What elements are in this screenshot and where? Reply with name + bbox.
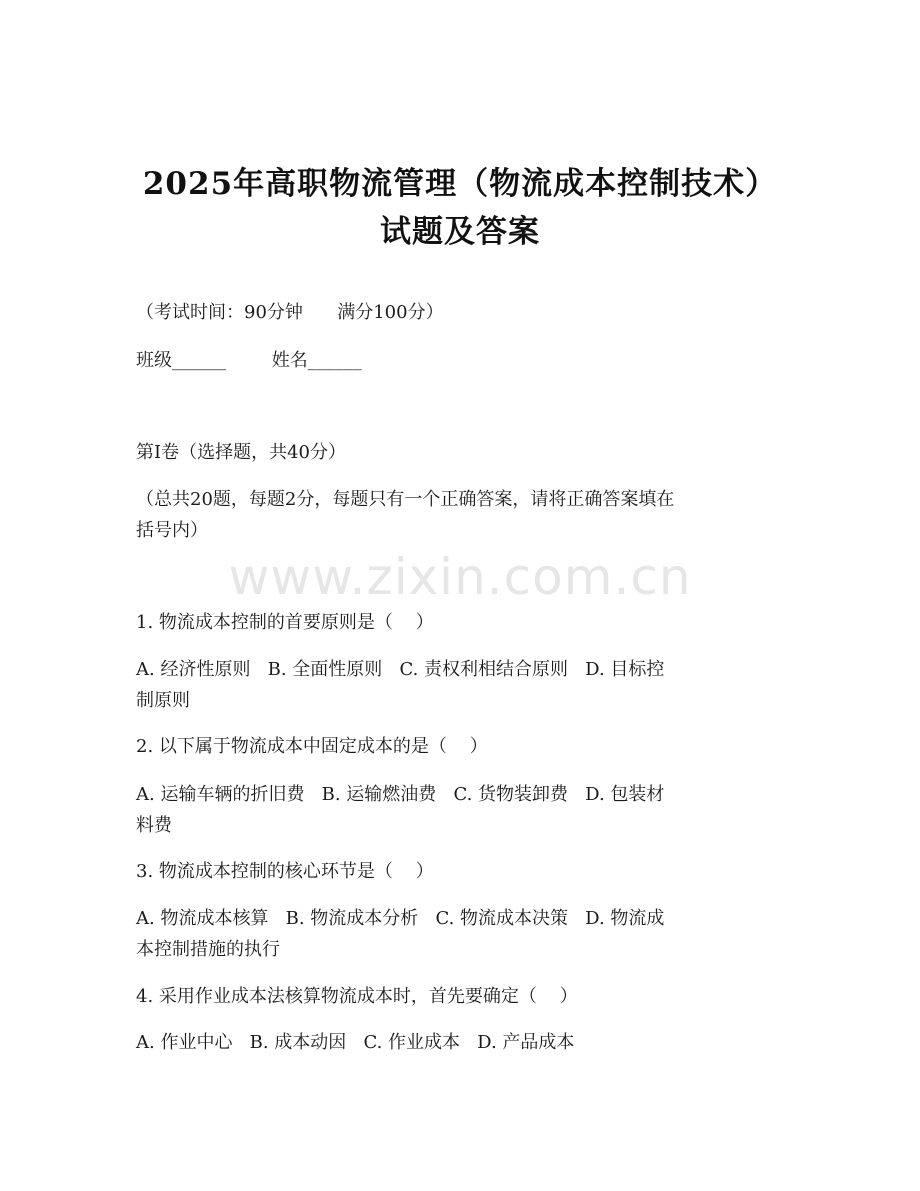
instructions-line2: 括号内） bbox=[136, 520, 208, 541]
watermark: www.zixin.com.cn bbox=[228, 548, 692, 606]
question-options-cont: 料费 bbox=[136, 815, 172, 836]
class-name-field: 班级______ 姓名______ bbox=[136, 350, 362, 371]
question-stem: 4. 采用作业成本法核算物流成本时，首先要确定（ ） bbox=[136, 986, 578, 1007]
question-stem: 1. 物流成本控制的首要原则是（ ） bbox=[136, 612, 434, 633]
section-heading: 第I卷（选择题，共40分） bbox=[136, 442, 347, 463]
question-options: A. 作业中心 B. 成本动因 C. 作业成本 D. 产品成本 bbox=[136, 1032, 575, 1053]
question-options-cont: 本控制措施的执行 bbox=[136, 939, 280, 960]
doc-title-line1: 2025年高职物流管理（物流成本控制技术） bbox=[142, 166, 778, 202]
question-stem: 2. 以下属于物流成本中固定成本的是（ ） bbox=[136, 736, 488, 757]
question-options-cont: 制原则 bbox=[136, 690, 190, 711]
question-stem: 3. 物流成本控制的核心环节是（ ） bbox=[136, 861, 434, 882]
exam-info: （考试时间：90分钟 满分100分） bbox=[136, 302, 444, 323]
question-options: A. 运输车辆的折旧费 B. 运输燃油费 C. 货物装卸费 D. 包装材 bbox=[136, 784, 665, 805]
question-options: A. 物流成本核算 B. 物流成本分析 C. 物流成本决策 D. 物流成 bbox=[136, 908, 665, 929]
doc-title-line2: 试题及答案 bbox=[380, 214, 540, 250]
instructions-line1: （总共20题，每题2分，每题只有一个正确答案，请将正确答案填在 bbox=[136, 489, 675, 510]
question-options: A. 经济性原则 B. 全面性原则 C. 责权利相结合原则 D. 目标控 bbox=[136, 659, 665, 680]
